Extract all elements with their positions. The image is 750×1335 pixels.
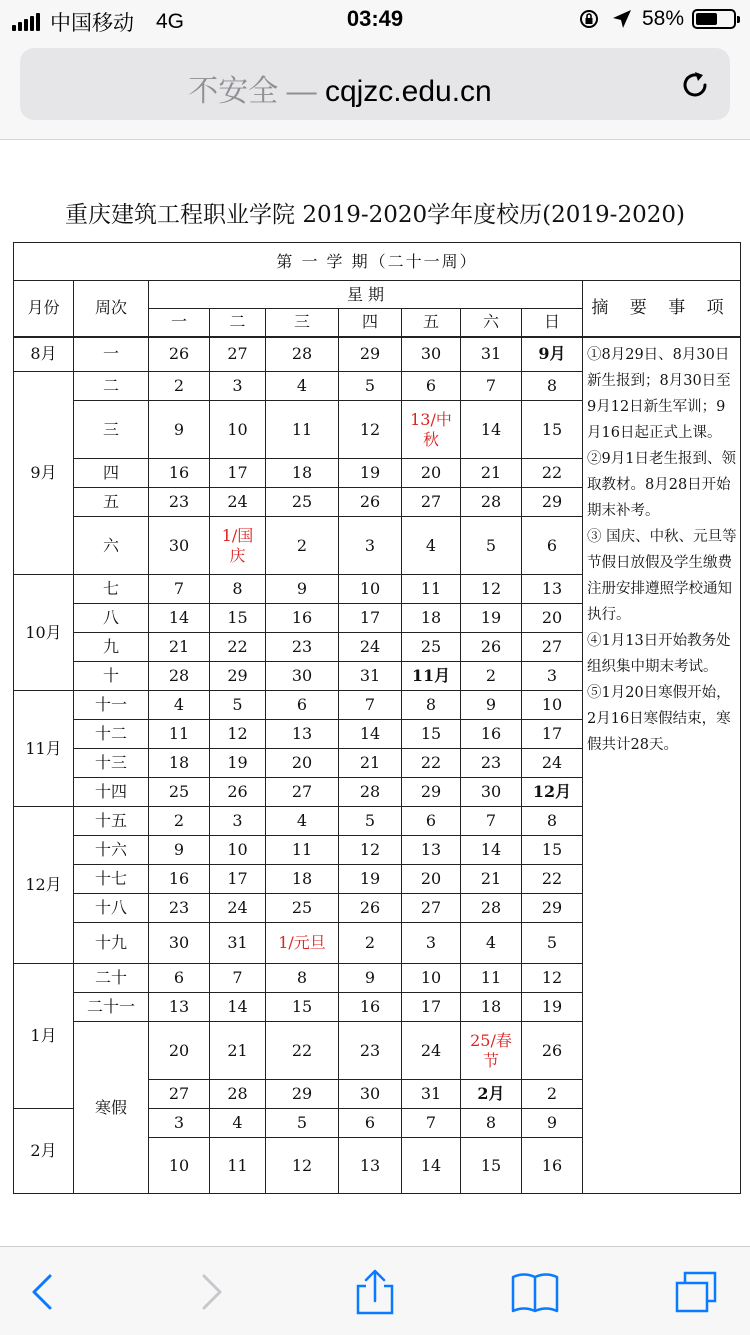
day-cell: 20 [522,604,583,633]
header-weekday: 六 [461,309,522,337]
day-cell: 10 [339,575,402,604]
day-cell: 25/春节 [461,1022,522,1080]
day-cell: 22 [522,865,583,894]
day-cell: 7 [461,807,522,836]
header-weekday: 日 [522,309,583,337]
day-cell: 21 [210,1022,266,1080]
day-cell: 20 [402,459,461,488]
day-cell: 2 [149,807,210,836]
day-cell: 4 [210,1109,266,1138]
header-weekday: 一 [149,309,210,337]
day-cell: 18 [149,749,210,778]
week-cell: 九 [74,633,149,662]
day-cell: 28 [461,488,522,517]
day-cell: 8 [522,372,583,401]
location-icon [610,8,634,30]
day-cell: 1/元旦 [266,923,339,964]
day-cell: 26 [339,894,402,923]
day-cell: 7 [402,1109,461,1138]
week-cell: 二十 [74,964,149,993]
day-cell: 6 [266,691,339,720]
day-cell: 28 [210,1080,266,1109]
day-cell: 5 [210,691,266,720]
day-cell: 6 [402,807,461,836]
day-cell: 27 [149,1080,210,1109]
day-cell: 22 [402,749,461,778]
day-cell: 12 [266,1138,339,1194]
reload-icon[interactable] [678,68,712,102]
week-cell: 六 [74,517,149,575]
day-cell: 28 [461,894,522,923]
page-content [0,140,750,1246]
day-cell: 27 [266,778,339,807]
share-icon[interactable] [350,1269,400,1315]
week-cell: 五 [74,488,149,517]
day-cell: 20 [402,865,461,894]
day-cell: 22 [210,633,266,662]
day-cell: 30 [402,337,461,372]
day-cell: 25 [266,488,339,517]
week-cell: 十八 [74,894,149,923]
day-cell: 25 [402,633,461,662]
day-cell: 15 [210,604,266,633]
day-cell: 10 [210,401,266,459]
day-cell: 26 [339,488,402,517]
day-cell: 4 [461,923,522,964]
day-cell: 11 [461,964,522,993]
day-cell: 3 [210,807,266,836]
day-cell: 21 [149,633,210,662]
day-cell: 14 [210,993,266,1022]
header-weekday: 四 [339,309,402,337]
day-cell: 24 [402,1022,461,1080]
day-cell: 16 [461,720,522,749]
day-cell: 12 [461,575,522,604]
month-cell: 10月 [14,575,74,691]
day-cell: 12 [339,836,402,865]
week-cell: 十五 [74,807,149,836]
note-item: ①8月29日、8月30日新生报到；8月30日至9月12日新生军训；9月16日起正式上课。 [587,346,731,441]
day-cell: 30 [266,662,339,691]
day-cell: 23 [339,1022,402,1080]
day-cell: 6 [149,964,210,993]
status-bar [0,0,750,40]
day-cell: 16 [339,993,402,1022]
day-cell: 15 [522,836,583,865]
address-bar[interactable] [20,48,730,120]
day-cell: 29 [210,662,266,691]
week-cell: 十二 [74,720,149,749]
day-cell: 15 [266,993,339,1022]
note-item: ②9月1日老生报到、领取教材。8月28日开始期末补考。 [587,450,736,519]
url-display[interactable] [20,66,660,110]
day-cell: 19 [461,604,522,633]
note-item: ⑤1月20日寒假开始，2月16日寒假结束，寒假共计28天。 [587,684,731,753]
day-cell: 12 [522,964,583,993]
day-cell: 26 [461,633,522,662]
day-cell: 27 [402,488,461,517]
day-cell: 3 [402,923,461,964]
week-cell: 十四 [74,778,149,807]
day-cell: 17 [210,459,266,488]
day-cell: 15 [402,720,461,749]
day-cell: 3 [339,517,402,575]
day-cell: 29 [522,894,583,923]
day-cell: 11 [266,401,339,459]
day-cell: 14 [461,401,522,459]
month-cell: 12月 [14,807,74,964]
day-cell: 7 [461,372,522,401]
url-separator: — [286,75,317,108]
day-cell: 9 [461,691,522,720]
day-cell: 16 [149,459,210,488]
day-cell: 5 [339,372,402,401]
status-time: 03:49 [346,6,404,31]
day-cell: 18 [266,459,339,488]
day-cell: 24 [210,894,266,923]
day-cell: 16 [149,865,210,894]
day-cell: 29 [402,778,461,807]
month-cell: 1月 [14,964,74,1109]
day-cell: 11 [266,836,339,865]
day-cell: 7 [210,964,266,993]
day-cell: 19 [210,749,266,778]
day-cell: 29 [266,1080,339,1109]
day-cell: 10 [149,1138,210,1194]
semester-title: 第 一 学 期（二十一周） [14,243,741,281]
header-weekday: 三 [266,309,339,337]
day-cell: 31 [461,337,522,372]
day-cell: 7 [149,575,210,604]
notes-cell [583,337,741,1194]
day-cell: 26 [149,337,210,372]
day-cell: 17 [522,720,583,749]
day-cell: 13 [522,575,583,604]
day-cell: 22 [522,459,583,488]
week-cell: 十一 [74,691,149,720]
day-cell: 14 [149,604,210,633]
week-cell: 四 [74,459,149,488]
day-cell: 21 [461,459,522,488]
day-cell: 14 [461,836,522,865]
week-cell: 寒假 [74,1022,149,1194]
day-cell: 22 [266,1022,339,1080]
day-cell: 31 [339,662,402,691]
day-cell: 16 [266,604,339,633]
day-cell: 17 [210,865,266,894]
day-cell: 27 [210,337,266,372]
day-cell: 5 [266,1109,339,1138]
day-cell: 2 [339,923,402,964]
day-cell: 5 [339,807,402,836]
week-cell: 八 [74,604,149,633]
day-cell: 8 [402,691,461,720]
day-cell: 2 [266,517,339,575]
day-cell: 24 [339,633,402,662]
day-cell: 28 [149,662,210,691]
day-cell: 28 [339,778,402,807]
day-cell: 6 [339,1109,402,1138]
day-cell: 13 [149,993,210,1022]
week-cell: 三 [74,401,149,459]
day-cell: 18 [266,865,339,894]
day-cell: 15 [461,1138,522,1194]
day-cell: 18 [402,604,461,633]
day-cell: 3 [522,662,583,691]
day-cell: 7 [339,691,402,720]
bottom-toolbar [0,1246,750,1335]
day-cell: 25 [149,778,210,807]
header-week: 周次 [74,281,149,337]
day-cell: 9 [339,964,402,993]
day-cell: 4 [402,517,461,575]
day-cell: 13/中秋 [402,401,461,459]
day-cell: 29 [522,488,583,517]
day-cell: 20 [266,749,339,778]
day-cell: 23 [266,633,339,662]
day-cell: 31 [402,1080,461,1109]
day-cell: 21 [461,865,522,894]
day-cell: 2月 [461,1080,522,1109]
day-cell: 19 [339,865,402,894]
status-right [578,7,736,31]
day-cell: 21 [339,749,402,778]
day-cell: 16 [522,1138,583,1194]
school-calendar-table [13,242,741,1194]
day-cell: 30 [339,1080,402,1109]
header-month: 月份 [14,281,74,337]
day-cell: 15 [522,401,583,459]
page-title: 重庆建筑工程职业学院 2019-2020学年度校历(2019-2020) [65,202,685,228]
day-cell: 12月 [522,778,583,807]
bookmarks-icon[interactable] [510,1269,560,1315]
day-cell: 4 [149,691,210,720]
day-cell: 23 [149,488,210,517]
week-cell: 十六 [74,836,149,865]
day-cell: 26 [522,1022,583,1080]
header-weekday-group: 星 期 [149,281,583,309]
day-cell: 11 [149,720,210,749]
week-cell: 二十一 [74,993,149,1022]
note-item: ④1月13日开始教务处组织集中期末考试。 [587,632,731,675]
day-cell: 13 [339,1138,402,1194]
battery-icon [692,9,736,29]
day-cell: 20 [149,1022,210,1080]
day-cell: 12 [210,720,266,749]
day-cell: 17 [402,993,461,1022]
day-cell: 8 [266,964,339,993]
day-cell: 30 [149,923,210,964]
week-cell: 二 [74,372,149,401]
day-cell: 14 [402,1138,461,1194]
day-cell: 1/国庆 [210,517,266,575]
month-cell: 2月 [14,1109,74,1194]
month-cell: 8月 [14,337,74,372]
header-weekday: 五 [402,309,461,337]
header-weekday: 二 [210,309,266,337]
forward-icon[interactable] [186,1269,236,1315]
day-cell: 11 [210,1138,266,1194]
day-cell: 12 [339,401,402,459]
month-cell: 9月 [14,372,74,575]
day-cell: 13 [402,836,461,865]
day-cell: 4 [266,372,339,401]
back-icon[interactable] [18,1269,68,1315]
day-cell: 5 [461,517,522,575]
day-cell: 6 [402,372,461,401]
table-row [14,337,741,372]
month-cell: 11月 [14,691,74,807]
day-cell: 23 [149,894,210,923]
day-cell: 27 [522,633,583,662]
day-cell: 30 [461,778,522,807]
note-item: ③ 国庆、中秋、元旦等节假日放假及学生缴费注册安排遵照学校通知执行。 [587,528,737,623]
day-cell: 19 [339,459,402,488]
orientation-lock-icon [578,8,602,30]
carrier-name: 中国移动 [50,12,134,35]
day-cell: 10 [522,691,583,720]
week-cell: 十九 [74,923,149,964]
tabs-icon[interactable] [672,1269,722,1315]
day-cell: 4 [266,807,339,836]
day-cell: 31 [210,923,266,964]
insecure-label: 不安全 [188,75,279,108]
day-cell: 18 [461,993,522,1022]
day-cell: 17 [339,604,402,633]
day-cell: 24 [210,488,266,517]
day-cell: 11 [402,575,461,604]
day-cell: 13 [266,720,339,749]
day-cell: 6 [522,517,583,575]
day-cell: 8 [461,1109,522,1138]
day-cell: 30 [149,517,210,575]
day-cell: 25 [266,894,339,923]
day-cell: 26 [210,778,266,807]
day-cell: 10 [210,836,266,865]
day-cell: 3 [149,1109,210,1138]
week-cell: 十 [74,662,149,691]
week-cell: 十三 [74,749,149,778]
day-cell: 2 [149,372,210,401]
week-cell: 七 [74,575,149,604]
day-cell: 27 [402,894,461,923]
day-cell: 28 [266,337,339,372]
week-cell: 十七 [74,865,149,894]
day-cell: 5 [522,923,583,964]
day-cell: 24 [522,749,583,778]
day-cell: 19 [522,993,583,1022]
day-cell: 29 [339,337,402,372]
network-type: 4G [156,10,185,33]
day-cell: 10 [402,964,461,993]
day-cell: 8 [210,575,266,604]
day-cell: 11月 [402,662,461,691]
day-cell: 9 [149,401,210,459]
day-cell: 2 [522,1080,583,1109]
day-cell: 14 [339,720,402,749]
day-cell: 9 [266,575,339,604]
url-host: cqjzc.edu.cn [324,75,492,108]
day-cell: 9月 [522,337,583,372]
header-notes: 摘 要 事 项 [583,281,741,337]
battery-percent: 58% [641,7,684,30]
day-cell: 3 [210,372,266,401]
day-cell: 9 [149,836,210,865]
day-cell: 23 [461,749,522,778]
day-cell: 2 [461,662,522,691]
day-cell: 8 [522,807,583,836]
day-cell: 9 [522,1109,583,1138]
week-cell: 一 [74,337,149,372]
